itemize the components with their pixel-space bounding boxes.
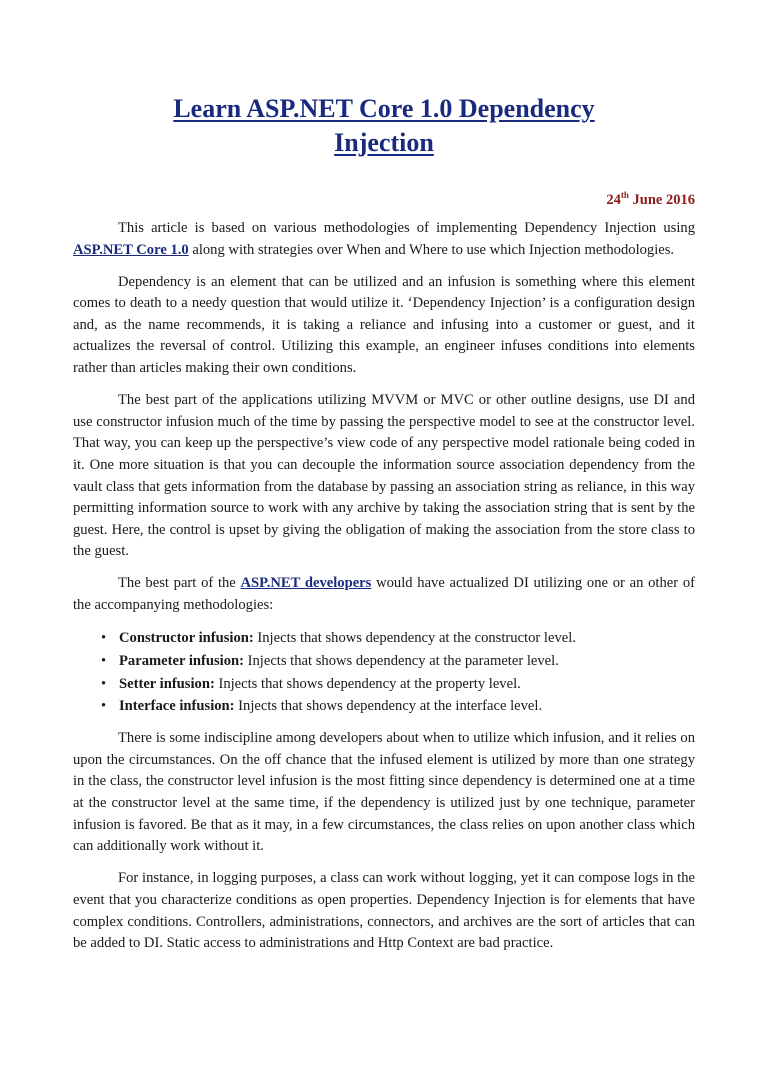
bullet-icon: •	[101, 652, 107, 669]
method-description: Injects that shows dependency at the property level.	[214, 675, 521, 692]
injection-methods-list	[73, 627, 695, 718]
aspnet-core-link[interactable]: ASP.NET Core 1.0	[73, 241, 189, 258]
method-term: Parameter infusion:	[119, 652, 244, 669]
bullet-icon: •	[101, 698, 107, 715]
date-day: 24	[606, 192, 621, 208]
method-description: Injects that shows dependency at the constructor level.	[253, 630, 576, 647]
bullet-icon: •	[101, 675, 107, 692]
publish-date	[73, 190, 695, 210]
list-item	[101, 695, 695, 718]
method-term: Setter infusion:	[119, 675, 215, 692]
method-description: Injects that shows dependency at the interface level.	[234, 698, 543, 715]
paragraph-indiscipline: There is some indiscipline among developers about when to utilize which infusion, and it relies on upon the circumstances. On the off chance that the infused element is utilized by more than one strategy in the class, the constructor level infusion is the most fitting since dependency is determined one at a time at the constructor level at the same time, if the dependency is utilized just by one technique, parameter infusion is favored. Be that as it may, in a few circumstances, the class relies on upon another class which can additionally work without it.	[73, 730, 695, 855]
title-link[interactable]	[173, 94, 594, 157]
bullet-icon: •	[101, 630, 107, 647]
list-item	[101, 650, 695, 673]
paragraph-dependency-definition: Dependency is an element that can be utilized and an infusion is something where this element comes to death to a needy question that would utilize it. ‘Dependency Injection’ is a configuration design and, as the name recommends, it is taking a reliance and infusing into a customer or guest, and it actualizes the reversal of control. Utilizing this example, an engineer infuses conditions into elements rather than articles making their own conditions.	[73, 273, 695, 377]
paragraph-intro	[73, 218, 695, 261]
developers-text-after: would have actualized DI utilizing one or an other of the accompanying methodologies:	[73, 575, 695, 613]
method-description: Injects that shows dependency at the parameter level.	[243, 652, 559, 669]
title-line-2: Injection	[334, 128, 434, 157]
intro-text-after: along with strategies over When and Where to use which Injection methodologies.	[188, 241, 675, 258]
list-item	[101, 627, 695, 650]
aspnet-developers-link[interactable]: ASP.NET developers	[240, 575, 372, 592]
title-line-1: Learn ASP.NET Core 1.0 Dependency	[173, 94, 595, 123]
paragraph-logging: For instance, in logging purposes, a class can work without logging, yet it can compose logs in the event that you characterize conditions as open properties. Dependency Injection is for elements that have complex conditions. Controllers, administrations, connectors, and archives are the sort of articles that can be added to DI. Static access to administrations and Http Context are bad practice.	[73, 870, 695, 952]
intro-text-before: This article is based on various methodologies of implementing Dependency Injection using	[118, 220, 695, 236]
date-suffix: th	[620, 190, 629, 201]
document-page	[73, 0, 695, 965]
list-item	[101, 673, 695, 696]
method-term: Interface infusion:	[119, 698, 235, 715]
paragraph-developers	[73, 573, 695, 616]
article-title	[73, 92, 695, 160]
method-term: Constructor infusion:	[119, 630, 254, 647]
paragraph-mvvm-mvc: The best part of the applications utilizing MVVM or MVC or other outline designs, use DI and use constructor infusion much of the time by passing the perspective model to see at the constructor level. That way, you can keep up the perspective’s view code of any perspective model rationale being coded in it. One more situation is that you can decouple the information source association dependency from the vault class that gets information from the database by passing an association string as reliance, in this way permitting information source to work with any archive by taking the association string that is sent by the guest. Here, the control is upset by giving the obligation of making the association from the store class to the guest.	[73, 392, 695, 560]
date-rest: June 2016	[628, 192, 695, 208]
developers-text-before: The best part of the	[118, 575, 241, 592]
